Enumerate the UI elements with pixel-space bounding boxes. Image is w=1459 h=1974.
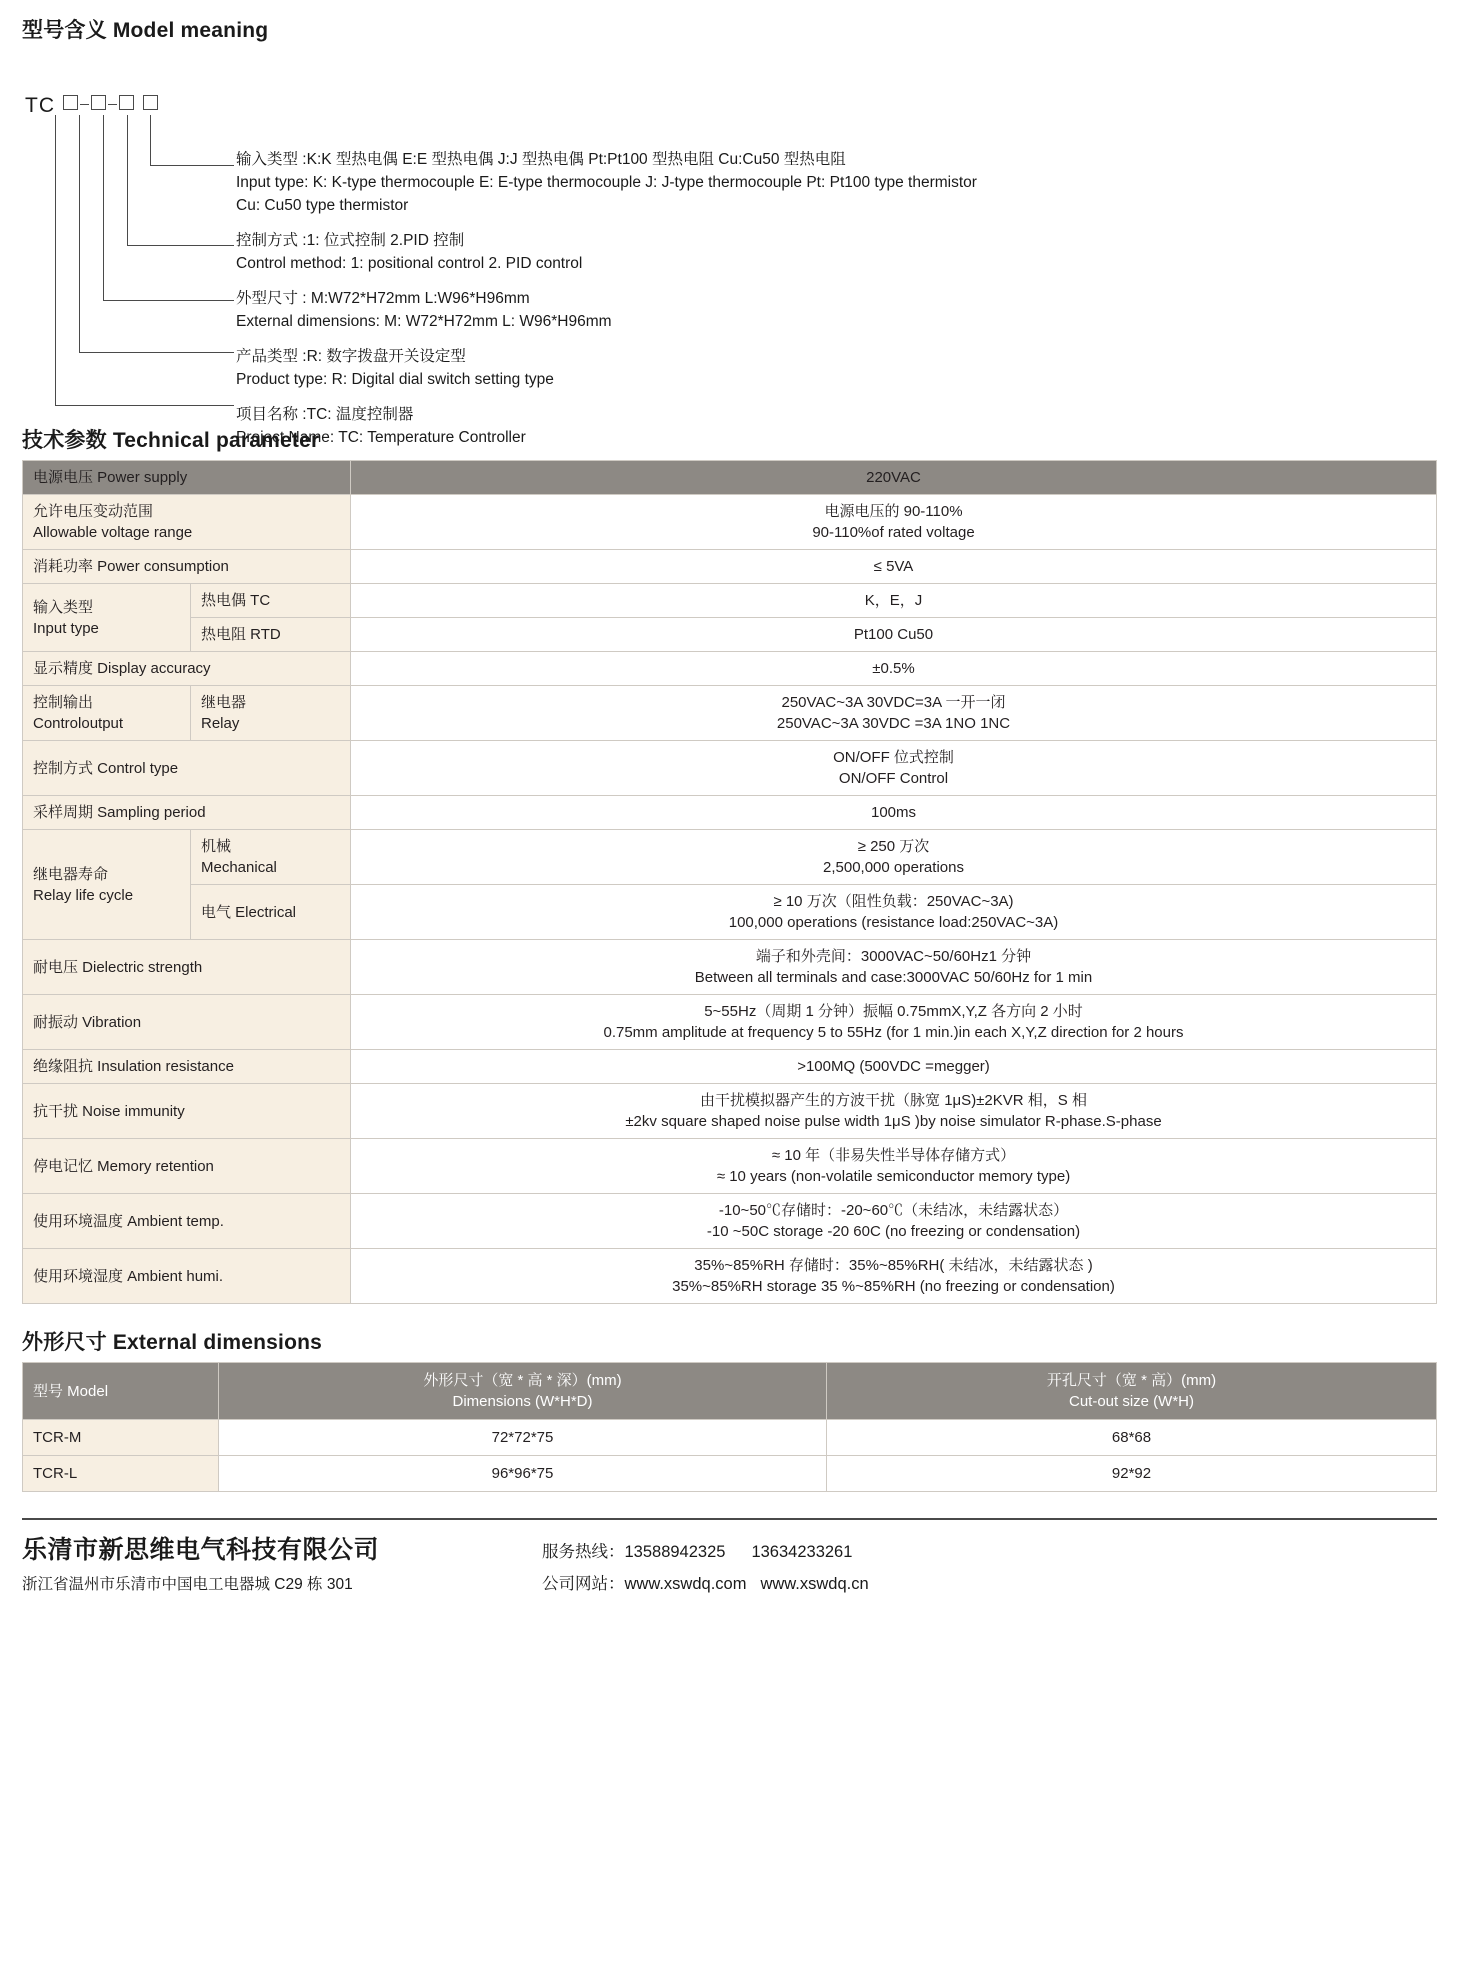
control-output-label-en: Controloutput — [33, 715, 124, 732]
control-output-relay-label-cn: 继电器 — [201, 694, 247, 711]
section-title-external-dimensions: 外形尺寸 External dimensions — [22, 1331, 323, 1354]
control-output-value — [351, 686, 1437, 741]
model-box-1 — [63, 95, 78, 110]
model-row-input-type-en: Input type: K: K-type thermocouple E: E-type thermocouple J: J-type thermocouple Pt: Pt100 type thermistor — [236, 174, 977, 191]
relay-life-mechanical-value — [351, 830, 1437, 885]
table-row — [23, 1420, 1437, 1456]
dims-header-cutout — [827, 1363, 1437, 1420]
display-accuracy-value: ±0.5% — [351, 652, 1437, 686]
model-box-4 — [143, 95, 158, 110]
hotline-label: 服务热线： — [542, 1543, 625, 1561]
model-row-control-method-cn: 控制方式 :1: 位式控制 2.PID 控制 — [236, 232, 465, 249]
allowable-voltage-label-cn: 允许电压变动范围 — [33, 503, 154, 520]
input-type-tc-label: 热电偶 TC — [191, 584, 351, 618]
vibration-label: 耐振动 Vibration — [23, 995, 351, 1050]
model-row-project-name-cn: 项目名称 :TC: 温度控制器 — [236, 406, 414, 423]
relay-life-mechanical-value-cn: ≥ 250 万次 — [857, 838, 930, 855]
memory-retention-value — [351, 1139, 1437, 1194]
input-type-tc-value: K，E，J — [351, 584, 1437, 618]
vibration-value-cn: 5~55Hz（周期 1 分钟）振幅 0.75mmX,Y,Z 各方向 2 小时 — [704, 1003, 1083, 1020]
table-row — [23, 995, 1437, 1050]
relay-life-label — [23, 830, 191, 940]
ambient-temp-value-en: -10 ~50C storage -20 60C (no freezing or condensation) — [706, 1223, 1081, 1240]
control-output-relay-label-en: Relay — [201, 715, 240, 732]
model-code-prefix: TC — [25, 94, 55, 117]
table-row — [23, 885, 1437, 940]
model-row-control-method — [236, 229, 1436, 275]
hotline-number-2: 13634233261 — [751, 1543, 853, 1561]
input-type-label-cn: 输入类型 — [33, 598, 94, 616]
memory-retention-label: 停电记忆 Memory retention — [23, 1139, 351, 1194]
company-name: 乐清市新思维电气科技有限公司 — [22, 1536, 380, 1564]
control-output-relay-label — [191, 686, 351, 741]
ambient-humi-value-en: 35%~85%RH storage 35 %~85%RH (no freezing or condensation) — [672, 1278, 1115, 1295]
model-row-product-type — [236, 345, 1436, 391]
table-row — [23, 1139, 1437, 1194]
model-meaning-rows — [236, 148, 1436, 461]
control-output-label — [23, 686, 191, 741]
footer-website-row — [542, 1568, 869, 1600]
table-row — [23, 686, 1437, 741]
relay-life-electrical-value-cn: ≥ 10 万次（阻性负载：250VAC~3A) — [773, 893, 1014, 910]
table-row — [23, 1050, 1437, 1084]
power-supply-value: 220VAC — [351, 461, 1437, 495]
allowable-voltage-value — [351, 495, 1437, 550]
table-row — [23, 940, 1437, 995]
footer-hotline-row — [542, 1536, 869, 1568]
relay-life-electrical-value-en: 100,000 operations (resistance load:250VAC~3A) — [728, 914, 1059, 931]
memory-retention-value-cn: ≈ 10 年（非易失性半导体存储方式） — [771, 1147, 1016, 1164]
input-type-rtd-value: Pt100 Cu50 — [351, 618, 1437, 652]
table-row — [23, 1084, 1437, 1139]
vibration-value — [351, 995, 1437, 1050]
model-row-product-type-en: Product type: R: Digital dial switch setting type — [236, 371, 554, 388]
table-row — [23, 461, 1437, 495]
relay-life-electrical-label: 电气 Electrical — [191, 885, 351, 940]
control-type-value-cn: ON/OFF 位式控制 — [833, 749, 954, 766]
noise-immunity-value — [351, 1084, 1437, 1139]
control-type-label: 控制方式 Control type — [23, 741, 351, 796]
company-address: 浙江省温州市乐清市中国电工电器城 C29 栋 301 — [22, 1576, 353, 1593]
dims-row-dimensions-tcr-l: 96*96*75 — [219, 1456, 827, 1492]
control-output-value-en: 250VAC~3A 30VDC =3A 1NO 1NC — [776, 715, 1011, 732]
dims-header-dimensions — [219, 1363, 827, 1420]
model-row-project-name-en: Project Name: TC: Temperature Controller — [236, 429, 526, 446]
relay-life-electrical-value — [351, 885, 1437, 940]
ambient-humi-label: 使用环境湿度 Ambient humi. — [23, 1249, 351, 1304]
display-accuracy-label: 显示精度 Display accuracy — [23, 652, 351, 686]
table-row — [23, 796, 1437, 830]
dims-row-model-tcr-l: TCR-L — [23, 1456, 219, 1492]
dims-row-cutout-tcr-l: 92*92 — [827, 1456, 1437, 1492]
noise-immunity-value-cn: 由干扰模拟器产生的方波干扰（脉宽 1μS)±2KVR 相，S 相 — [700, 1092, 1087, 1109]
dims-header-model: 型号 Model — [23, 1363, 219, 1420]
dielectric-strength-value-cn: 端子和外壳间：3000VAC~50/60Hz1 分钟 — [755, 948, 1032, 965]
technical-parameter-table — [22, 460, 1437, 1304]
model-row-input-type — [236, 148, 1436, 217]
dielectric-strength-value — [351, 940, 1437, 995]
model-dash-2 — [108, 104, 117, 105]
ambient-temp-label: 使用环境温度 Ambient temp. — [23, 1194, 351, 1249]
dims-row-model-tcr-m: TCR-M — [23, 1420, 219, 1456]
section-title-technical-parameter: 技术参数 Technical parameter — [22, 429, 320, 452]
memory-retention-value-en: ≈ 10 years (non-volatile semiconductor memory type) — [716, 1168, 1071, 1185]
table-row — [23, 652, 1437, 686]
dielectric-strength-label: 耐电压 Dielectric strength — [23, 940, 351, 995]
footer-contact-block — [542, 1530, 869, 1600]
control-output-value-cn: 250VAC~3A 30VDC=3A 一开一闭 — [781, 694, 1006, 711]
allowable-voltage-label — [23, 495, 351, 550]
table-row — [23, 1249, 1437, 1304]
table-row — [23, 584, 1437, 618]
input-type-label-en: Input type — [33, 619, 99, 637]
website-label: 公司网站： — [542, 1575, 625, 1593]
model-row-input-type-en2: Cu: Cu50 type thermistor — [236, 197, 409, 214]
ambient-humi-value — [351, 1249, 1437, 1304]
noise-immunity-label: 抗干扰 Noise immunity — [23, 1084, 351, 1139]
model-box-3 — [119, 95, 134, 110]
ambient-temp-value — [351, 1194, 1437, 1249]
input-type-rtd-label: 热电阻 RTD — [191, 618, 351, 652]
model-row-project-name — [236, 403, 1436, 449]
control-type-value-en: ON/OFF Control — [838, 770, 949, 787]
relay-life-mechanical-label-cn: 机械 — [201, 838, 232, 855]
table-row — [23, 741, 1437, 796]
sampling-period-label: 采样周期 Sampling period — [23, 796, 351, 830]
power-supply-label: 电源电压 Power supply — [23, 461, 351, 495]
table-row — [23, 618, 1437, 652]
model-row-product-type-cn: 产品类型 :R: 数字拨盘开关设定型 — [236, 348, 466, 365]
table-row — [23, 495, 1437, 550]
power-consumption-label: 消耗功率 Power consumption — [23, 550, 351, 584]
dims-row-cutout-tcr-m: 68*68 — [827, 1420, 1437, 1456]
section-title-model-meaning: 型号含义 Model meaning — [22, 19, 269, 42]
allowable-voltage-value-cn: 电源电压的 90-110% — [824, 503, 963, 520]
relay-life-mechanical-value-en: 2,500,000 operations — [823, 859, 964, 876]
model-dash-1 — [80, 104, 89, 105]
page-footer — [22, 1518, 1437, 1600]
ambient-humi-value-cn: 35%~85%RH 存储时：35%~85%RH( 未结冰，未结露状态 ) — [694, 1257, 1093, 1274]
table-row — [23, 1456, 1437, 1492]
table-row — [23, 550, 1437, 584]
website-2[interactable]: www.xswdq.cn — [760, 1575, 869, 1593]
ambient-temp-value-cn: -10~50℃存储时：-20~60℃（未结冰，未结露状态） — [718, 1202, 1069, 1219]
allowable-voltage-value-en: 90-110%of rated voltage — [812, 524, 975, 541]
power-consumption-value: ≤ 5VA — [351, 550, 1437, 584]
model-row-dimensions — [236, 287, 1436, 333]
noise-immunity-value-en: ±2kv square shaped noise pulse width 1μS )by noise simulator R-phase.S-phase — [625, 1113, 1162, 1130]
insulation-resistance-label: 绝缘阻抗 Insulation resistance — [23, 1050, 351, 1084]
model-row-dimensions-cn: 外型尺寸 : M:W72*H72mm L:W96*H96mm — [236, 290, 530, 307]
insulation-resistance-value: >100MQ (500VDC =megger) — [351, 1050, 1437, 1084]
dims-header-cutout-en: Cut-out size (W*H) — [1068, 1393, 1195, 1410]
table-row — [23, 1363, 1437, 1420]
relay-life-label-en: Relay life cycle — [33, 886, 134, 904]
model-row-control-method-en: Control method: 1: positional control 2. PID control — [236, 255, 583, 272]
leader-line-input — [150, 115, 234, 166]
dims-row-dimensions-tcr-m: 72*72*75 — [219, 1420, 827, 1456]
dims-header-dimensions-en: Dimensions (W*H*D) — [452, 1393, 593, 1410]
model-row-dimensions-en: External dimensions: M: W72*H72mm L: W96*H96mm — [236, 313, 612, 330]
hotline-number-1: 13588942325 — [624, 1543, 726, 1561]
relay-life-label-cn: 继电器寿命 — [33, 865, 109, 883]
footer-company-block — [22, 1530, 542, 1594]
table-row — [23, 1194, 1437, 1249]
dims-header-cutout-cn: 开孔尺寸（宽 * 高）(mm) — [1046, 1372, 1217, 1389]
vibration-value-en: 0.75mm amplitude at frequency 5 to 55Hz (for 1 min.)in each X,Y,Z direction for 2 hours — [603, 1024, 1184, 1041]
model-row-input-type-cn: 输入类型 :K:K 型热电偶 E:E 型热电偶 J:J 型热电偶 Pt:Pt100 型热电阻 Cu:Cu50 型热电阻 — [236, 151, 846, 168]
external-dimensions-table — [22, 1362, 1437, 1492]
dielectric-strength-value-en: Between all terminals and case:3000VAC 50/60Hz for 1 min — [694, 969, 1093, 986]
table-row — [23, 830, 1437, 885]
relay-life-mechanical-label — [191, 830, 351, 885]
model-box-2 — [91, 95, 106, 110]
allowable-voltage-label-en: Allowable voltage range — [33, 524, 193, 541]
website-1[interactable]: www.xswdq.com — [624, 1575, 747, 1593]
sampling-period-value: 100ms — [351, 796, 1437, 830]
control-type-value — [351, 741, 1437, 796]
input-type-label — [23, 584, 191, 652]
dims-header-dimensions-cn: 外形尺寸（宽 * 高 * 深）(mm) — [423, 1372, 622, 1389]
control-output-label-cn: 控制输出 — [33, 694, 94, 711]
relay-life-mechanical-label-en: Mechanical — [201, 859, 277, 876]
